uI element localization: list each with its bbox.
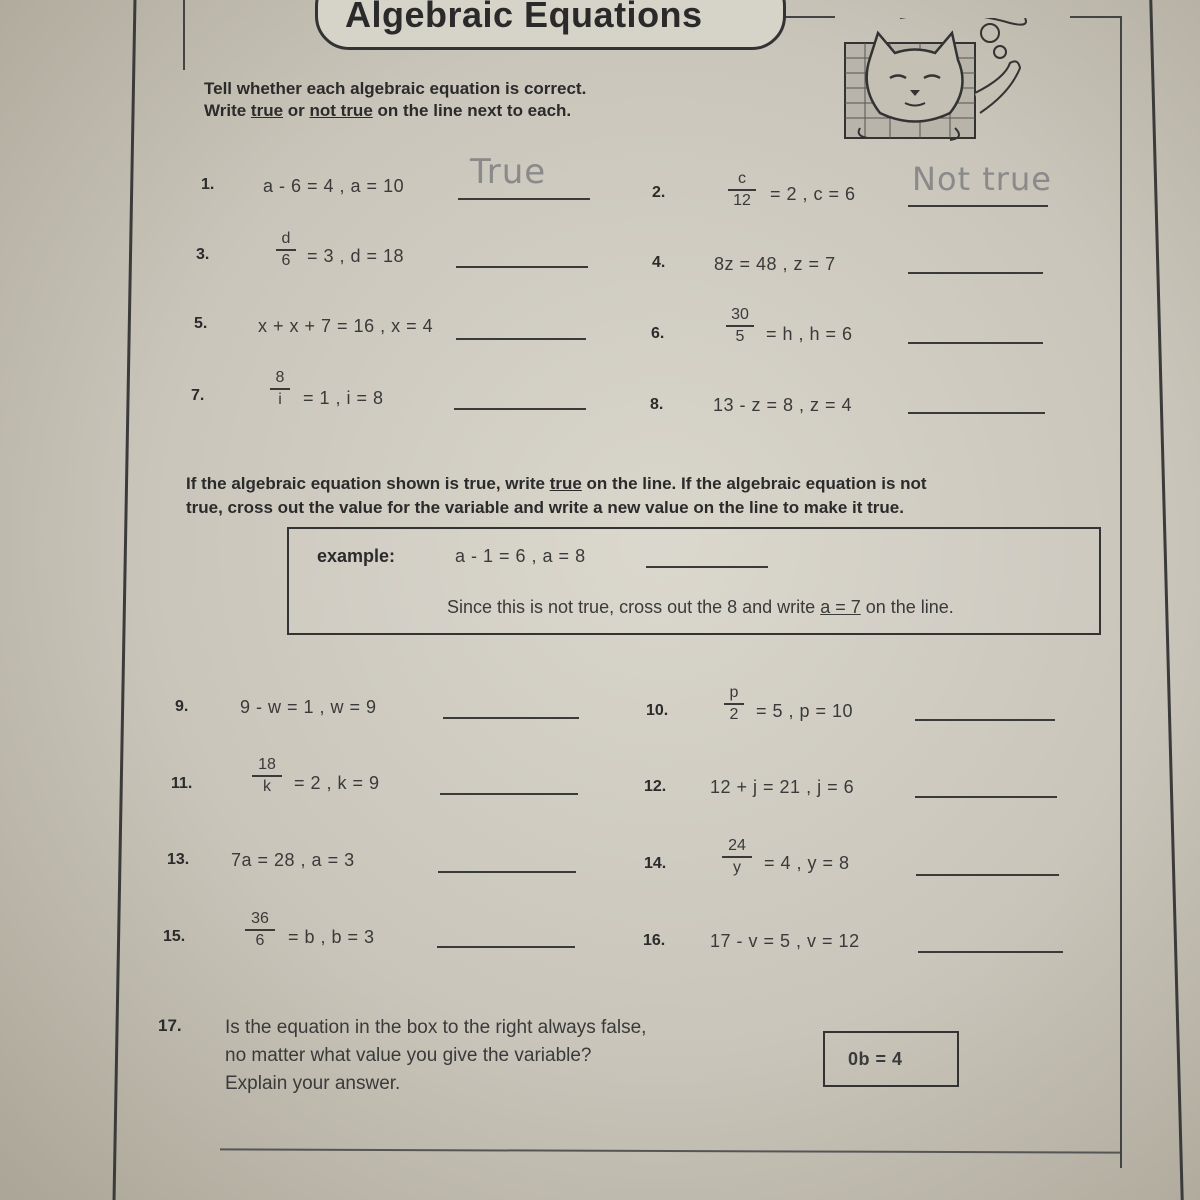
denominator: k [263, 777, 271, 795]
page-border-right [1149, 0, 1183, 1200]
answer-line[interactable] [438, 871, 576, 873]
instruction-text: on the line next to each. [372, 101, 572, 120]
answer-line[interactable] [443, 717, 579, 719]
problem-number: 16. [643, 932, 666, 949]
fraction [276, 230, 296, 270]
instruction-text: or [283, 101, 310, 120]
cat-illustration [840, 18, 1040, 143]
example-equation: a - 1 = 6 , a = 8 [455, 546, 586, 566]
numerator: d [281, 230, 291, 247]
problem-number: 10. [646, 702, 669, 719]
denominator: i [278, 390, 282, 408]
problem-equation: = 2 , c = 6 [770, 184, 856, 204]
denominator: 2 [729, 705, 739, 723]
problem-equation: 7a = 28 , a = 3 [231, 850, 355, 870]
problem-number: 7. [191, 387, 205, 404]
fraction [722, 837, 752, 877]
problem-number: 6. [651, 325, 665, 342]
explanation-answer-line[interactable] [220, 1148, 1120, 1153]
problem-equation: x + x + 7 = 16 , x = 4 [258, 316, 434, 336]
problem-equation: 13 - z = 8 , z = 4 [713, 395, 853, 415]
answer-line[interactable] [456, 338, 586, 340]
instruction-true-word: true [549, 474, 582, 493]
numerator: 8 [275, 369, 285, 386]
instructions-part1 [204, 78, 586, 122]
denominator: 6 [255, 931, 265, 949]
instructions-part2 [186, 472, 927, 520]
fraction [270, 369, 290, 409]
problem-number: 2. [652, 184, 666, 201]
problem-equation: = 2 , k = 9 [294, 773, 380, 793]
page-title: Algebraic Equations [345, 0, 703, 35]
example-answer-line [646, 566, 768, 568]
example-note-answer: a = 7 [820, 597, 861, 617]
problem-equation: = h , h = 6 [766, 324, 853, 344]
answer-handwriting: True [470, 152, 547, 192]
problem-number: 13. [167, 851, 190, 868]
numerator: 30 [731, 306, 749, 323]
inner-border-left [183, 0, 185, 70]
answer-line[interactable] [456, 266, 588, 268]
answer-line[interactable] [454, 408, 586, 410]
instruction-not-true-word: not true [309, 101, 373, 120]
inner-border-right [1120, 18, 1122, 1168]
problem-number: 15. [163, 928, 186, 945]
top-rule [1070, 16, 1122, 18]
problem-number: 14. [644, 855, 667, 872]
fraction [245, 910, 275, 950]
example-label: example: [317, 546, 396, 566]
question-line: no matter what value you give the variable? [225, 1045, 592, 1066]
instruction-line [204, 100, 586, 122]
instruction-text: Write [204, 101, 251, 120]
problem-number: 3. [196, 246, 210, 263]
numerator: 24 [728, 837, 746, 854]
denominator: 6 [281, 251, 291, 269]
denominator: 5 [735, 327, 745, 345]
problem-equation: 8z = 48 , z = 7 [714, 254, 836, 274]
problem-number: 9. [175, 698, 189, 715]
answer-line[interactable] [918, 951, 1063, 953]
problem-equation: = 5 , p = 10 [756, 701, 854, 721]
problem-equation: 17 - v = 5 , v = 12 [710, 931, 860, 951]
numerator: 18 [258, 756, 276, 773]
example-box [287, 527, 1101, 635]
instruction-text: If the algebraic equation shown is true, write [186, 474, 550, 493]
answer-line[interactable] [440, 793, 578, 795]
problem-number: 5. [194, 315, 208, 332]
instruction-text: on the line. If the algebraic equation is not [581, 474, 927, 493]
page-border-left [113, 0, 137, 1200]
fraction [724, 684, 744, 724]
problem-number: 11. [171, 775, 193, 792]
example-note-text: on the line. [860, 597, 954, 617]
top-rule [780, 16, 835, 18]
answer-line[interactable] [437, 946, 575, 948]
problem-number: 17. [158, 1016, 182, 1035]
question-line: Explain your answer. [225, 1073, 401, 1094]
fraction [252, 756, 282, 796]
fraction [726, 306, 754, 346]
question-17-text [225, 1014, 646, 1098]
answer-handwriting: Not true [912, 160, 1052, 198]
problem-number: 1. [201, 176, 215, 193]
problem-equation: 12 + j = 21 , j = 6 [710, 777, 855, 797]
problem-equation: = 3 , d = 18 [307, 246, 405, 266]
boxed-equation: 0b = 4 [848, 1049, 903, 1069]
problem-equation: = 1 , i = 8 [303, 388, 384, 408]
problem-number: 4. [652, 254, 666, 271]
example-note-text: Since this is not true, cross out the 8 and write [447, 597, 821, 617]
problem-equation: 9 - w = 1 , w = 9 [240, 697, 377, 717]
answer-line[interactable] [908, 205, 1048, 207]
answer-line[interactable] [908, 342, 1043, 344]
answer-line[interactable] [916, 874, 1059, 876]
problem-number: 12. [644, 778, 667, 795]
answer-line[interactable] [908, 412, 1045, 414]
numerator: 36 [251, 910, 269, 927]
problem-number: 8. [650, 396, 664, 413]
example-note [447, 597, 954, 618]
instruction-line: Tell whether each algebraic equation is correct. [204, 79, 587, 98]
numerator: p [729, 684, 739, 701]
answer-line[interactable] [915, 719, 1055, 721]
instruction-line [186, 472, 927, 496]
numerator: c [738, 170, 746, 187]
answer-line[interactable] [908, 272, 1043, 274]
problem-equation: a - 6 = 4 , a = 10 [263, 176, 405, 196]
answer-line[interactable] [458, 198, 590, 200]
fraction [728, 170, 756, 210]
problem-equation: = b , b = 3 [288, 927, 375, 947]
answer-line[interactable] [915, 796, 1057, 798]
denominator: y [733, 858, 741, 876]
instruction-line: true, cross out the value for the variable and write a new value on the line to make it true. [186, 498, 904, 517]
question-line: Is the equation in the box to the right always false, [225, 1017, 647, 1038]
instruction-true-word: true [250, 101, 284, 120]
denominator: 12 [733, 191, 751, 209]
problem-equation: = 4 , y = 8 [764, 853, 850, 873]
